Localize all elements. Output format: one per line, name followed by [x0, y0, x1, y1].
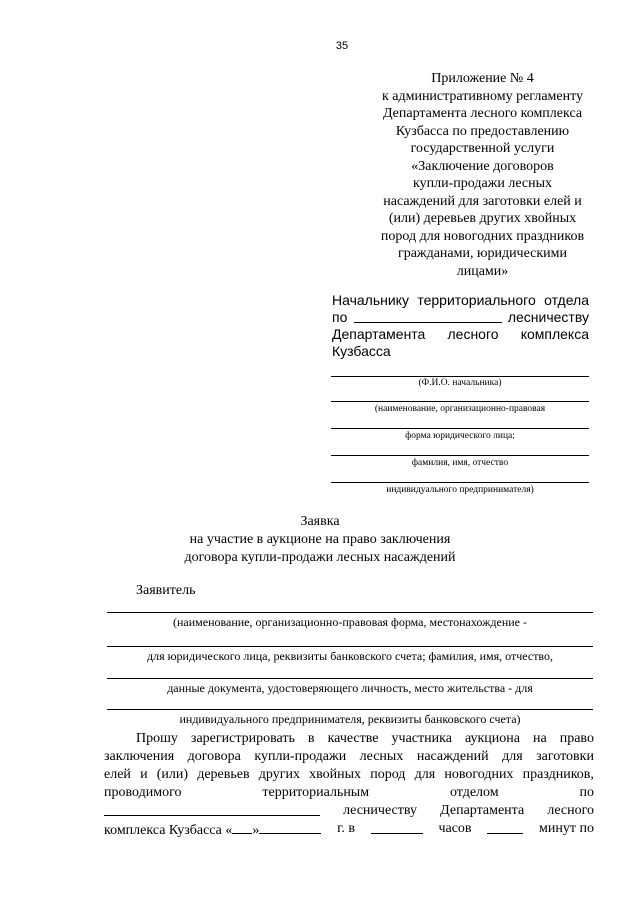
- paragraph-word: проводимого: [104, 785, 182, 800]
- fill-line[interactable]: [331, 428, 589, 429]
- appendix-line: к административному регламенту: [381, 88, 584, 104]
- fill-caption: (Ф.И.О. начальника): [418, 378, 502, 388]
- application-title: [0, 513, 640, 567]
- paragraph-word: и: [140, 767, 148, 782]
- paragraph-word: (или): [156, 767, 189, 782]
- paragraph-word: елей: [104, 767, 131, 782]
- applicant-fill-line[interactable]: [107, 646, 593, 647]
- paragraph-word: качестве: [327, 731, 379, 746]
- paragraph-word: территориальным: [262, 785, 370, 800]
- paragraph-line: [104, 748, 594, 766]
- paragraph-word: по: [579, 785, 594, 800]
- hours-blank[interactable]: [371, 820, 423, 834]
- appendix-header: [340, 70, 625, 280]
- paragraph-word: для: [414, 767, 436, 782]
- paragraph-word: купли-продажи: [254, 749, 347, 764]
- paragraph-word: праздников,: [522, 767, 594, 782]
- paragraph-line: [104, 766, 594, 784]
- paragraph-word: г. в: [337, 821, 355, 836]
- paragraph-word: заготовки: [536, 749, 594, 764]
- fill-line[interactable]: [331, 455, 589, 456]
- paragraph-word: в: [307, 731, 315, 746]
- paragraph-word: заключения: [104, 749, 175, 764]
- paragraph-word: насаждений: [416, 749, 489, 764]
- applicant-fill-line[interactable]: [107, 612, 593, 613]
- addressee-block: [332, 292, 589, 360]
- paragraph-word: лесного: [547, 803, 594, 818]
- applicant-caption: (наименование, организационно-правовая форма, местонахождение -: [173, 615, 527, 629]
- paragraph-word: пород: [370, 767, 406, 782]
- paragraph-word: право: [559, 731, 594, 746]
- paragraph-word: других: [258, 767, 300, 782]
- paragraph-word: деревьев: [197, 767, 250, 782]
- forestry-name-blank[interactable]: [104, 802, 320, 816]
- paragraph-word: комплекса Кузбасса «: [104, 823, 233, 838]
- applicant-fill-line[interactable]: [107, 678, 593, 679]
- paragraph-word: »: [252, 823, 260, 838]
- fill-line[interactable]: [331, 401, 589, 402]
- addressee-line: Начальнику территориального отдела: [332, 292, 589, 308]
- appendix-line: государственной услуги: [410, 141, 555, 156]
- month-blank[interactable]: [259, 820, 321, 834]
- paragraph-word: новогодних: [444, 767, 514, 782]
- forestry-blank[interactable]: [354, 309, 502, 323]
- appendix-line: Департамента лесного комплекса: [382, 106, 583, 121]
- paragraph-word: договора: [187, 749, 241, 764]
- page-number: 35: [335, 40, 349, 52]
- addressee-line: Кузбасса: [332, 343, 391, 359]
- fill-caption: фамилия, имя, отчество: [411, 458, 509, 468]
- applicant-caption: данные документа, удостоверяющего личность, место жительства - для: [167, 681, 533, 695]
- paragraph-word: часов: [438, 821, 472, 836]
- title-line: договора купли-продажи лесных насаждений: [184, 550, 456, 565]
- addressee-line: по лесничеству: [332, 309, 589, 325]
- paragraph-line: [104, 730, 594, 748]
- applicant-caption: для юридического лица, реквизиты банковского счета; фамилия, имя, отчество,: [146, 649, 554, 663]
- paragraph-line: [104, 784, 594, 802]
- addressee-line: Департамента лесного комплекса: [332, 326, 589, 342]
- fill-line[interactable]: [331, 482, 589, 483]
- paragraph-word: лесничеству: [343, 803, 417, 818]
- applicant-fill-line[interactable]: [107, 709, 593, 710]
- minutes-blank[interactable]: [487, 820, 523, 834]
- fill-caption: (наименование, организационно-правовая: [374, 404, 546, 414]
- applicant-label: Заявитель: [136, 583, 196, 598]
- paragraph-word: минут по: [539, 821, 594, 836]
- fill-caption: индивидуального предпринимателя): [386, 485, 534, 495]
- fill-caption: форма юридического лица;: [405, 431, 515, 441]
- paragraph-word: зарегистрировать: [190, 731, 295, 746]
- paragraph-word: Департамента: [440, 803, 525, 818]
- paragraph-line: [104, 802, 594, 820]
- paragraph-word: отделом: [449, 785, 499, 800]
- appendix-line: пород для новогодних праздников: [380, 228, 585, 244]
- appendix-line: насаждений для заготовки елей и: [383, 193, 582, 209]
- paragraph-word: хвойных: [309, 767, 362, 782]
- paragraph-word: аукциона: [464, 731, 520, 746]
- appendix-line: гражданами, юридическими: [397, 246, 568, 261]
- appendix-line: лицами»: [456, 263, 509, 279]
- paragraph-line: [104, 820, 594, 838]
- day-blank[interactable]: [232, 820, 252, 834]
- paragraph-word: на: [532, 731, 547, 746]
- paragraph-word: для: [502, 749, 523, 764]
- appendix-line: купли-продажи лесных: [413, 176, 552, 191]
- applicant-caption: индивидуального предпринимателя, реквизиты банковского счета): [179, 712, 521, 726]
- appendix-line: Приложение № 4: [431, 71, 534, 86]
- appendix-line: (или) деревьев других хвойных: [388, 211, 577, 226]
- paragraph-word: Прошу: [136, 731, 178, 746]
- title-line: Заявка: [300, 514, 340, 529]
- request-paragraph: [104, 730, 594, 838]
- fill-line[interactable]: [331, 376, 589, 377]
- appendix-line: Кузбасса по предоставлению: [395, 123, 570, 139]
- appendix-line: «Заключение договоров: [411, 158, 554, 174]
- paragraph-word: лесных: [359, 749, 404, 764]
- paragraph-word: участника: [391, 731, 452, 746]
- title-line: на участие в аукционе на право заключения: [189, 532, 451, 547]
